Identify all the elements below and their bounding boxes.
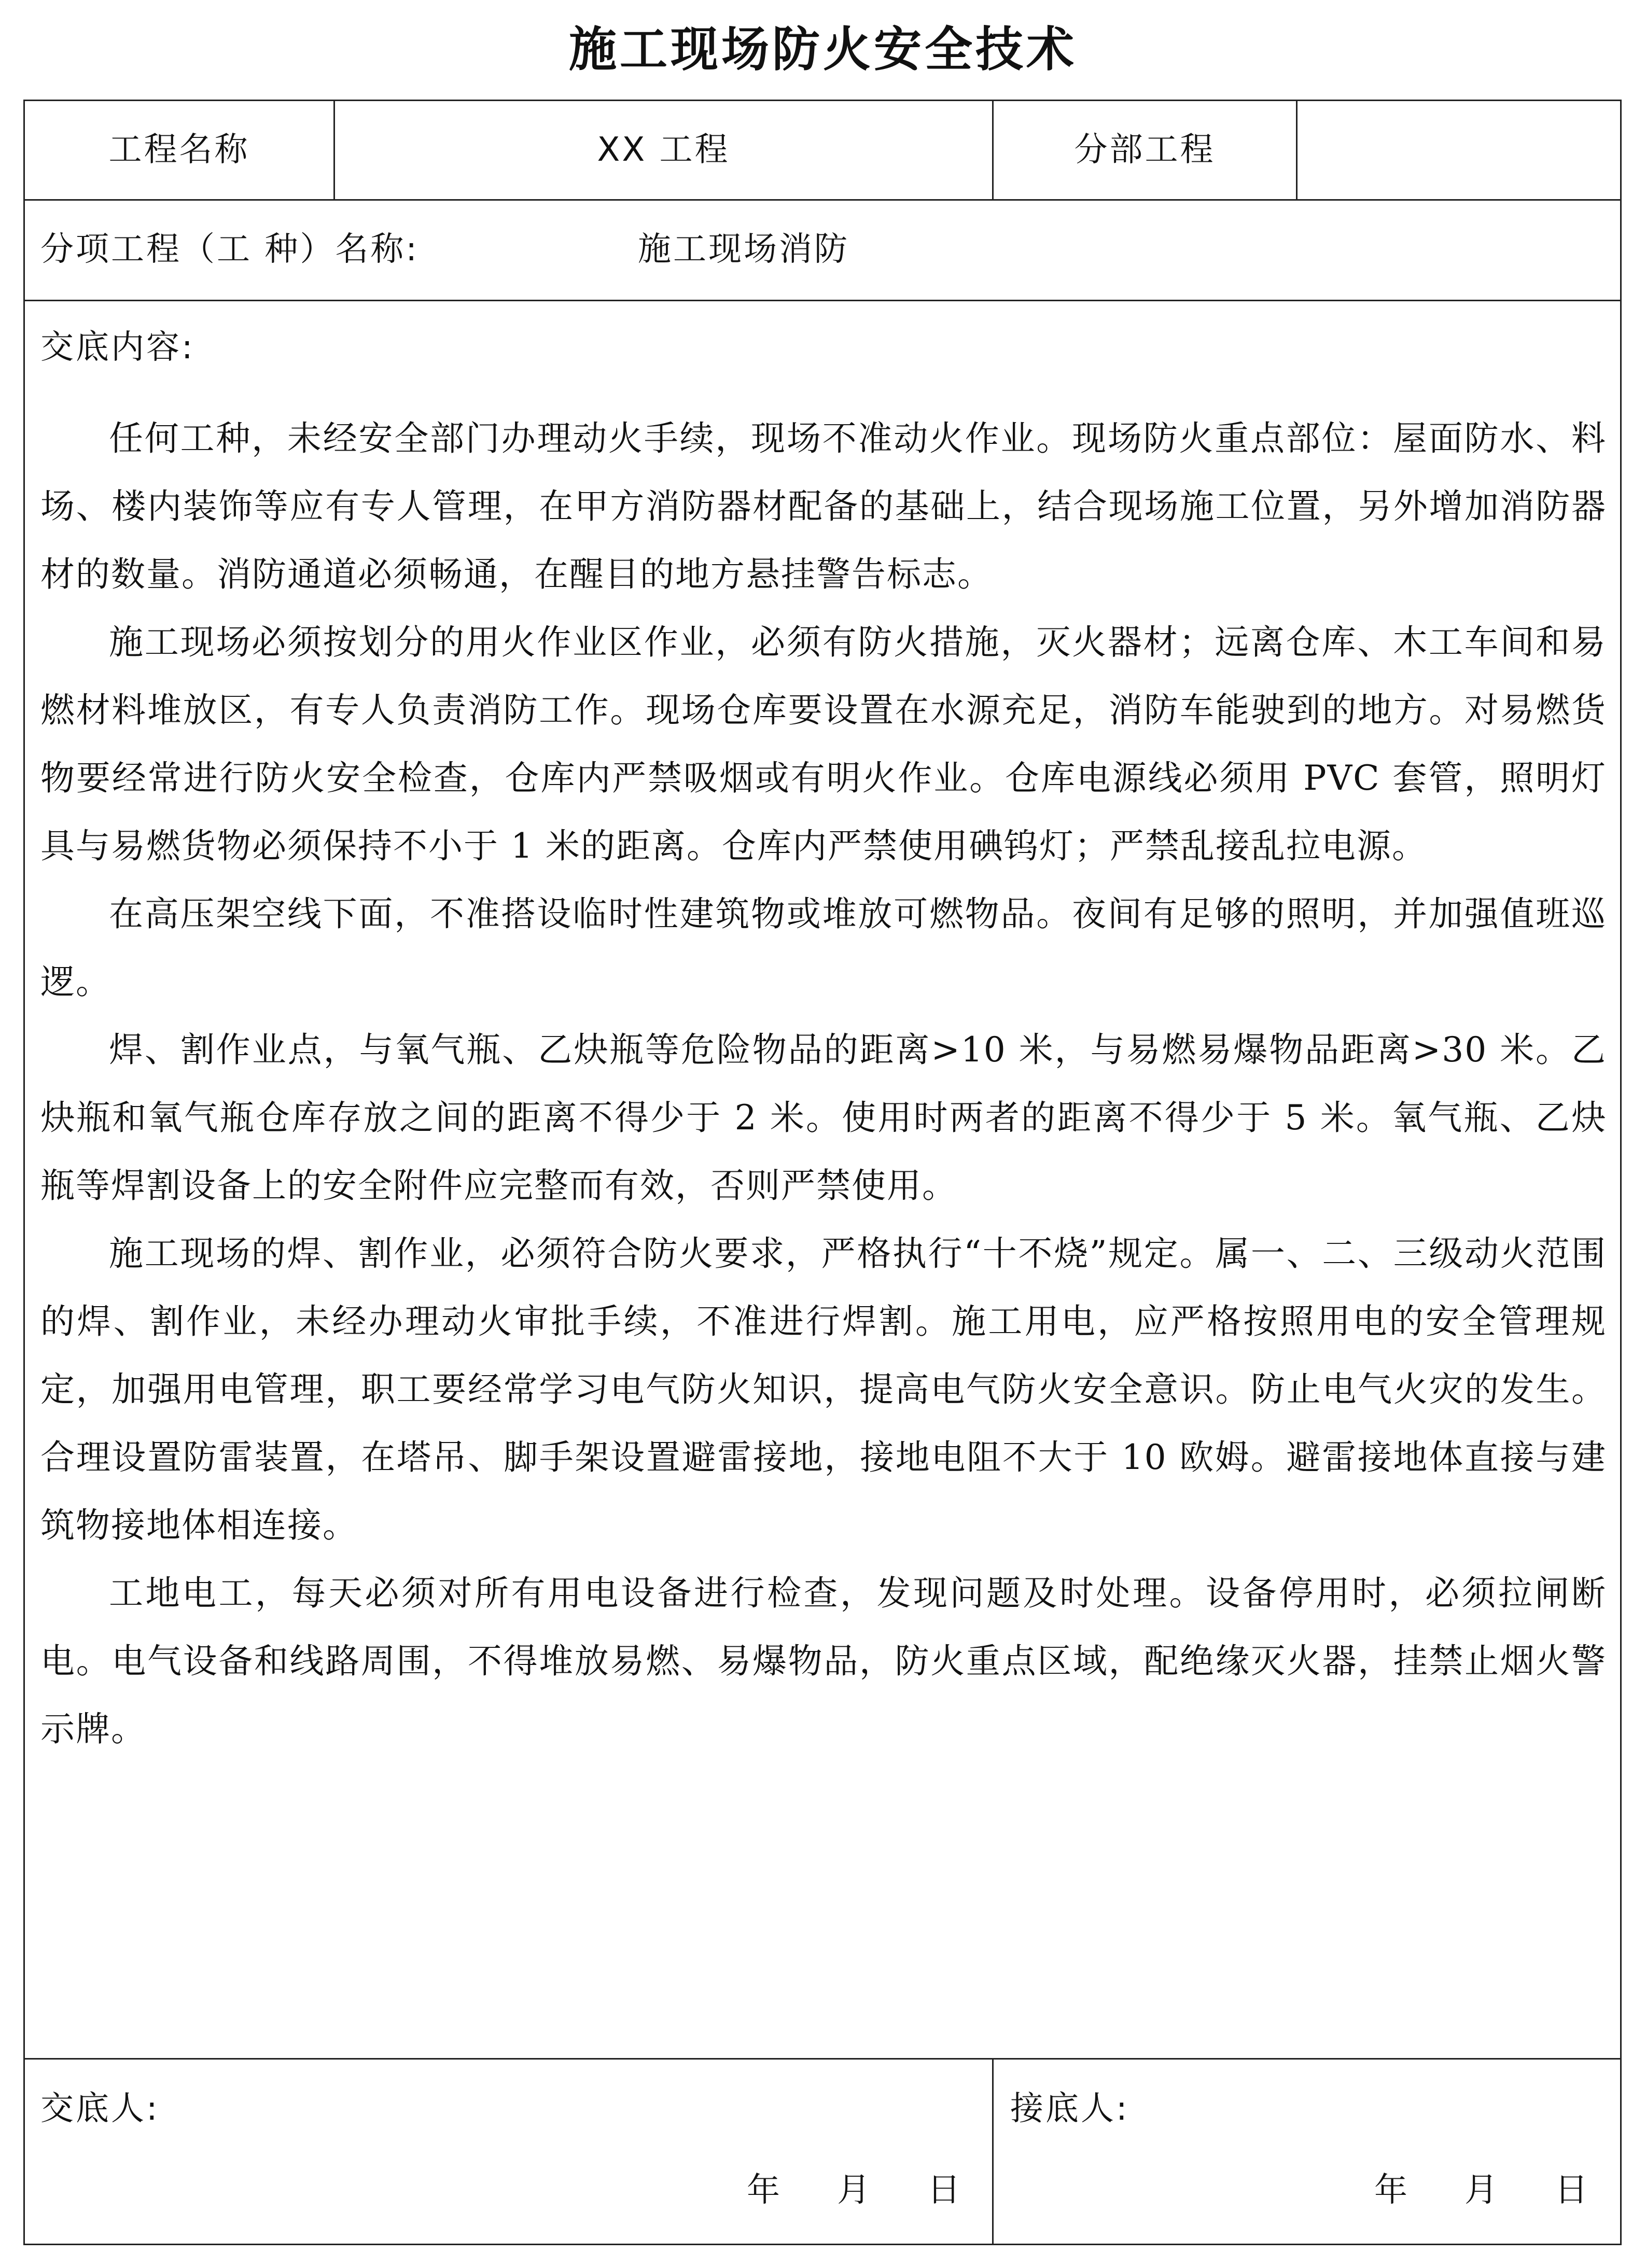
content-paragraph: 任何工种，未经安全部门办理动火手续，现场不准动火作业。现场防火重点部位：屋面防水、料场、楼内装饰等应有专人管理，在甲方消防器材配备的基础上，结合现场施工位置，另外增加消防器材的数量。消防通道必须畅通，在醒目的地方悬挂警告标志。 — [40, 418, 1607, 594]
document-title: 施工现场防火安全技术 — [568, 21, 1077, 77]
column-divider — [1296, 100, 1298, 200]
receiver-date — [1374, 2169, 1588, 2211]
content-body — [40, 404, 1607, 1763]
column-divider — [992, 2058, 994, 2245]
content-paragraph: 施工现场必须按划分的用火作业区作业，必须有防火措施，灭火器材；远离仓库、木工车间和易燃材料堆放区，有专人负责消防工作。现场仓库要设置在水源充足，消防车能驶到的地方。对易燃货物要经常进行防火安全检查，仓库内严禁吸烟或有明火作业。仓库电源线必须用 PVC 套管，照明灯具与易燃货物必须保持不小于 1 米的距离。仓库内严禁使用碘钨灯；严禁乱接乱拉电源。 — [40, 622, 1607, 866]
receiver-label: 接底人: — [1010, 2090, 1129, 2128]
giver-date — [747, 2169, 960, 2211]
row-divider — [23, 199, 1622, 201]
date-day: 日 — [927, 2171, 960, 2209]
giver-label: 交底人: — [40, 2090, 160, 2128]
sub-project-label: 分部工程 — [1074, 131, 1216, 169]
item-name-value: 施工现场消防 — [638, 230, 849, 269]
project-name-value: XX 工程 — [597, 131, 730, 169]
content-paragraph: 施工现场的焊、割作业，必须符合防火要求，严格执行“十不烧”规定。属一、二、三级动火范围的焊、割作业，未经办理动火审批手续，不准进行焊割。施工用电，应严格按照用电的安全管理规定，加强用电管理，职工要经常学习电气防火知识，提高电气防火安全意识。防止电气火灾的发生。合理设置防雷装置，在塔吊、脚手架设置避雷接地，接地电阻不大于 10 欧姆。避雷接地体直接与建筑物接地体相连接。 — [40, 1234, 1607, 1545]
content-paragraph: 工地电工，每天必须对所有用电设备进行检查，发现问题及时处理。设备停用时，必须拉闸断电。电气设备和线路周围，不得堆放易燃、易爆物品，防火重点区域，配绝缘灭火器，挂禁止烟火警示牌。 — [40, 1573, 1607, 1749]
project-name-label: 工程名称 — [108, 131, 250, 169]
row-divider — [23, 300, 1622, 301]
date-day: 日 — [1555, 2171, 1588, 2209]
content-paragraph: 焊、割作业点，与氧气瓶、乙炔瓶等危险物品的距离>10 米，与易燃易爆物品距离>30 米。乙炔瓶和氧气瓶仓库存放之间的距离不得少于 2 米。使用时两者的距离不得少于 5 米。氧气瓶、乙炔瓶等焊割设备上的安全附件应完整而有效，否则严禁使用。 — [40, 1030, 1607, 1206]
item-name-label: 分项工程（工 种）名称: — [40, 230, 419, 269]
content-paragraph: 在高压架空线下面，不准搭设临时性建筑物或堆放可燃物品。夜间有足够的照明，并加强值班巡逻。 — [40, 894, 1607, 1002]
date-year: 年 — [1374, 2171, 1407, 2209]
row-divider — [23, 2058, 1622, 2060]
date-month: 月 — [1464, 2171, 1498, 2209]
date-year: 年 — [747, 2171, 780, 2209]
date-month: 月 — [837, 2171, 870, 2209]
content-label: 交底内容: — [40, 328, 195, 367]
